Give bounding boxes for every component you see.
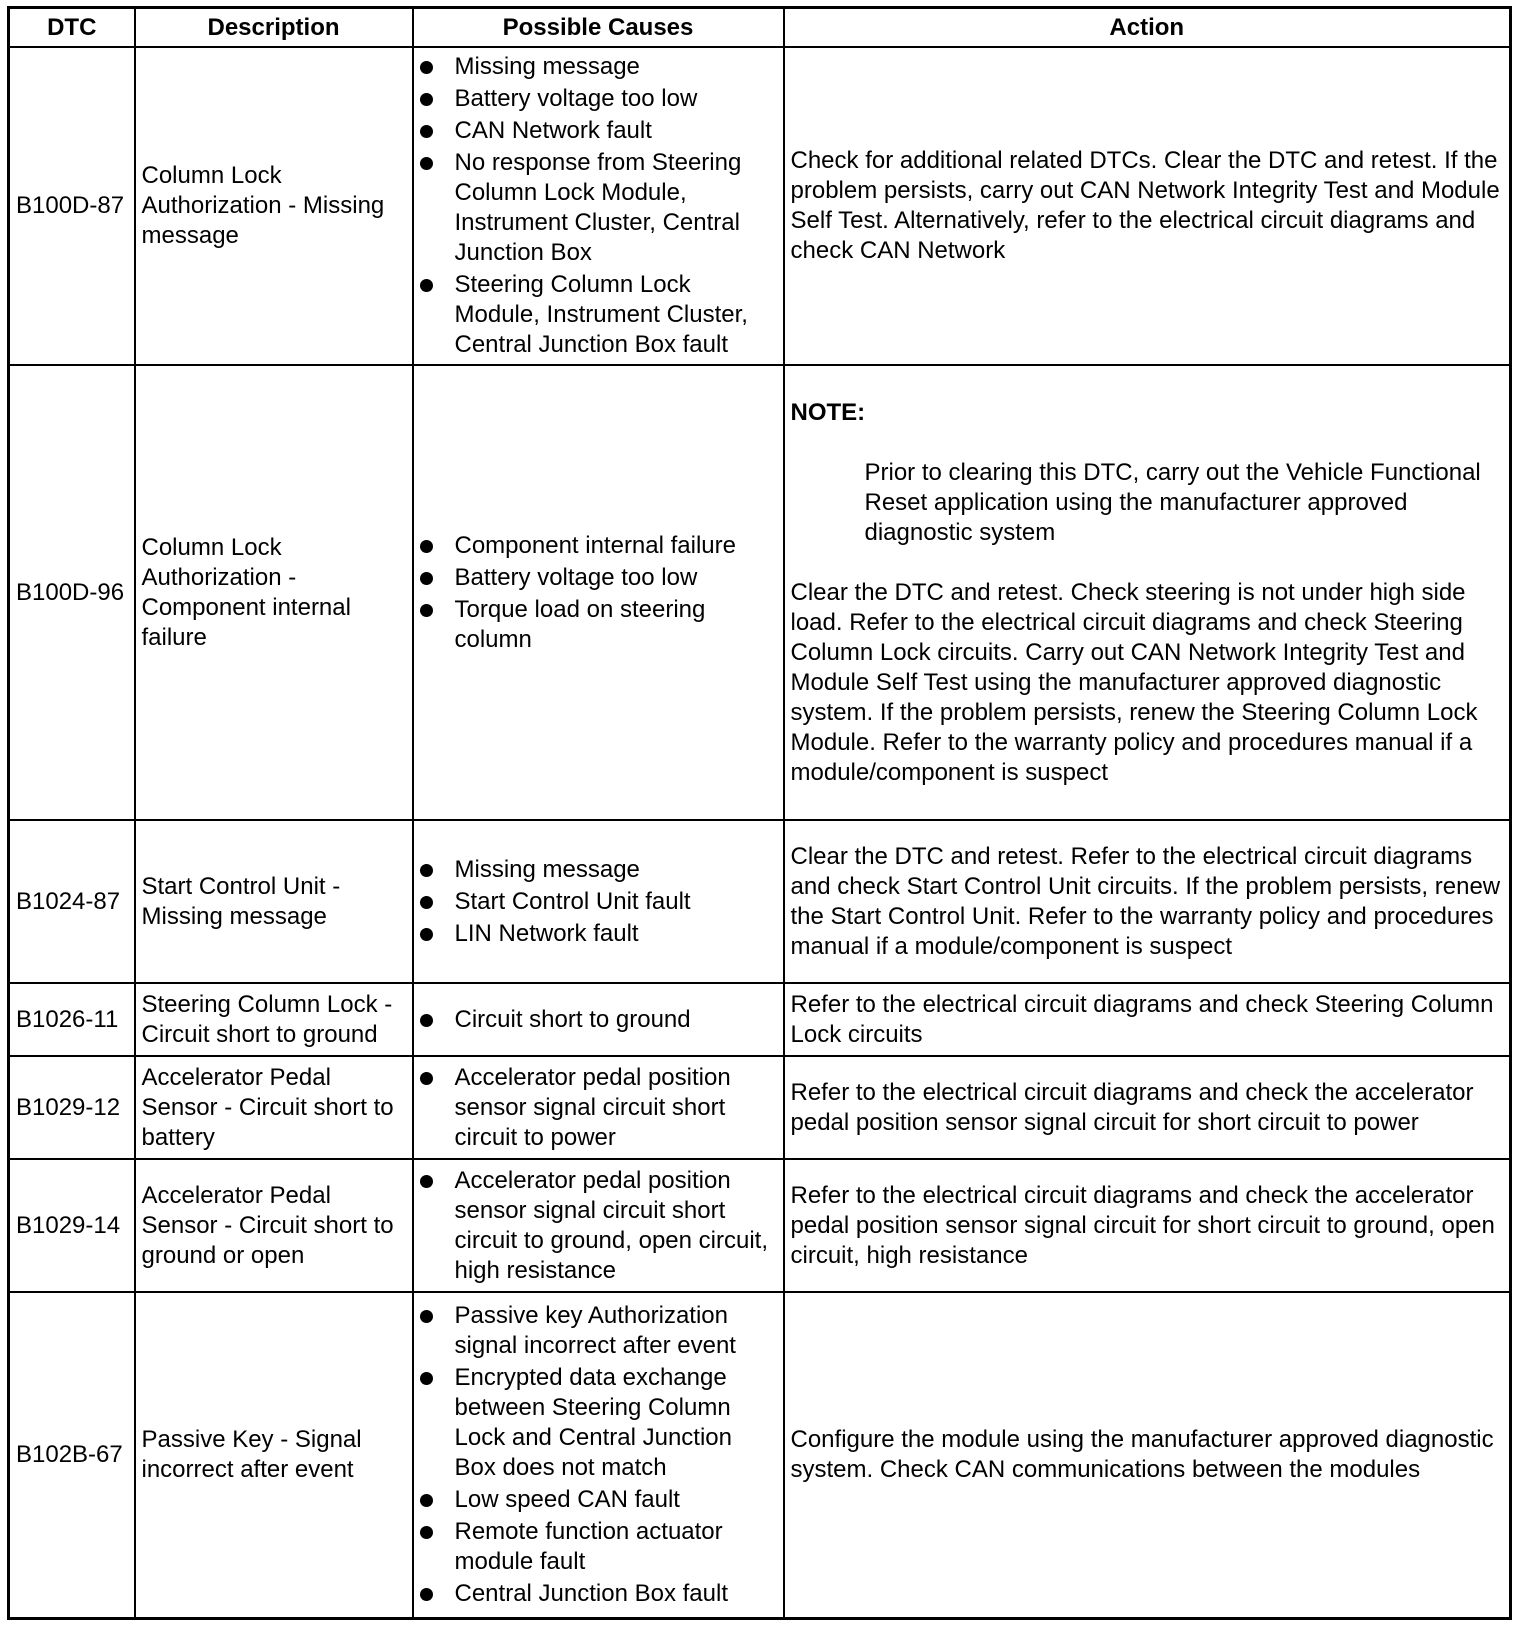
table-row xyxy=(9,1159,1511,1292)
table-row xyxy=(9,820,1511,983)
bullet-icon xyxy=(420,1175,433,1188)
cause-item: CAN Network fault xyxy=(420,116,777,146)
bullet-icon xyxy=(420,896,433,909)
cause-item: LIN Network fault xyxy=(420,919,777,949)
dtc-description: Column Lock Authorization - Missing message xyxy=(135,47,413,365)
cause-item: Low speed CAN fault xyxy=(420,1485,777,1515)
dtc-code: B1026-11 xyxy=(9,983,135,1056)
cause-item: Passive key Authorization signal incorrect after event xyxy=(420,1301,777,1361)
header-possible-causes: Possible Causes xyxy=(413,8,784,48)
possible-causes xyxy=(413,1056,784,1159)
bullet-icon xyxy=(420,93,433,106)
dtc-description: Column Lock Authorization - Component internal failure xyxy=(135,365,413,820)
dtc-description: Accelerator Pedal Sensor - Circuit short to battery xyxy=(135,1056,413,1159)
bullet-icon xyxy=(420,1372,433,1385)
dtc-description: Steering Column Lock - Circuit short to ground xyxy=(135,983,413,1056)
bullet-icon xyxy=(420,864,433,877)
bullet-icon xyxy=(420,1494,433,1507)
bullet-icon xyxy=(420,125,433,138)
bullet-icon xyxy=(420,1588,433,1601)
cause-item: No response from Steering Column Lock Module, Instrument Cluster, Central Junction Box xyxy=(420,148,777,268)
header-dtc: DTC xyxy=(9,8,135,48)
bullet-icon xyxy=(420,1014,433,1027)
cause-item: Encrypted data exchange between Steering Column Lock and Central Junction Box does not match xyxy=(420,1363,777,1483)
dtc-action: Clear the DTC and retest. Refer to the electrical circuit diagrams and check Start Control Unit circuits. If the problem persists, renew the Start Control Unit. Refer to the warranty policy and procedures manual if a module/component is suspect xyxy=(784,820,1511,983)
bullet-icon xyxy=(420,1310,433,1323)
cause-item: Central Junction Box fault xyxy=(420,1579,777,1609)
note-label: NOTE: xyxy=(790,398,866,426)
table-row xyxy=(9,47,1511,365)
bullet-icon xyxy=(420,604,433,617)
cause-item: Missing message xyxy=(420,52,777,82)
table-row xyxy=(9,365,1511,820)
bullet-icon xyxy=(420,61,433,74)
cause-item: Steering Column Lock Module, Instrument Cluster, Central Junction Box fault xyxy=(420,270,777,360)
dtc-code: B102B-67 xyxy=(9,1292,135,1618)
cause-item: Component internal failure xyxy=(420,531,777,561)
dtc-action: Refer to the electrical circuit diagrams and check the accelerator pedal position sensor signal circuit for short circuit to power xyxy=(784,1056,1511,1159)
dtc-code: B1024-87 xyxy=(9,820,135,983)
header-action: Action xyxy=(784,8,1511,48)
cause-item: Battery voltage too low xyxy=(420,84,777,114)
dtc-action: Refer to the electrical circuit diagrams and check the accelerator pedal position sensor signal circuit for short circuit to ground, open circuit, high resistance xyxy=(784,1159,1511,1292)
possible-causes xyxy=(413,1159,784,1292)
dtc-table xyxy=(7,6,1512,1620)
dtc-action: Refer to the electrical circuit diagrams and check Steering Column Lock circuits xyxy=(784,983,1511,1056)
bullet-icon xyxy=(420,157,433,170)
dtc-code: B1029-12 xyxy=(9,1056,135,1159)
cause-item: Circuit short to ground xyxy=(420,1005,777,1035)
cause-item: Torque load on steering column xyxy=(420,595,777,655)
possible-causes xyxy=(413,365,784,820)
possible-causes xyxy=(413,47,784,365)
bullet-icon xyxy=(420,1072,433,1085)
dtc-code: B1029-14 xyxy=(9,1159,135,1292)
cause-item: Accelerator pedal position sensor signal circuit short circuit to power xyxy=(420,1063,777,1153)
table-row xyxy=(9,983,1511,1056)
dtc-code: B100D-96 xyxy=(9,365,135,820)
possible-causes xyxy=(413,1292,784,1618)
dtc-action: Configure the module using the manufacturer approved diagnostic system. Check CAN communications between the modules xyxy=(784,1292,1511,1618)
cause-item: Accelerator pedal position sensor signal circuit short circuit to ground, open circuit, high resistance xyxy=(420,1166,777,1286)
header-description: Description xyxy=(135,8,413,48)
cause-item: Battery voltage too low xyxy=(420,563,777,593)
header-row xyxy=(9,8,1511,48)
possible-causes xyxy=(413,983,784,1056)
dtc-description: Start Control Unit - Missing message xyxy=(135,820,413,983)
cause-item: Remote function actuator module fault xyxy=(420,1517,777,1577)
dtc-description: Passive Key - Signal incorrect after event xyxy=(135,1292,413,1618)
bullet-icon xyxy=(420,279,433,292)
dtc-description: Accelerator Pedal Sensor - Circuit short to ground or open xyxy=(135,1159,413,1292)
bullet-icon xyxy=(420,572,433,585)
bullet-icon xyxy=(420,1526,433,1539)
dtc-action xyxy=(784,365,1511,820)
dtc-code: B100D-87 xyxy=(9,47,135,365)
dtc-action: Check for additional related DTCs. Clear the DTC and retest. If the problem persists, carry out CAN Network Integrity Test and Module Self Test. Alternatively, refer to the electrical circuit diagrams and check CAN Network xyxy=(784,47,1511,365)
bullet-icon xyxy=(420,540,433,553)
table-row xyxy=(9,1056,1511,1159)
cause-item: Missing message xyxy=(420,855,777,885)
cause-item: Start Control Unit fault xyxy=(420,887,777,917)
dtc-action-text: Clear the DTC and retest. Check steering is not under high side load. Refer to the electrical circuit diagrams and check Steering Column Lock circuits. Carry out CAN Network Integrity Test and Module Self Test using the manufacturer approved diagnostic system. If the problem persists, renew the Steering Column Lock Module. Refer to the warranty policy and procedures manual if a module/component is suspect xyxy=(790,578,1478,786)
table-row xyxy=(9,1292,1511,1618)
possible-causes xyxy=(413,820,784,983)
note-text: Prior to clearing this DTC, carry out the Vehicle Functional Reset application using the manufacturer approved diagnostic system xyxy=(864,458,1481,546)
bullet-icon xyxy=(420,928,433,941)
